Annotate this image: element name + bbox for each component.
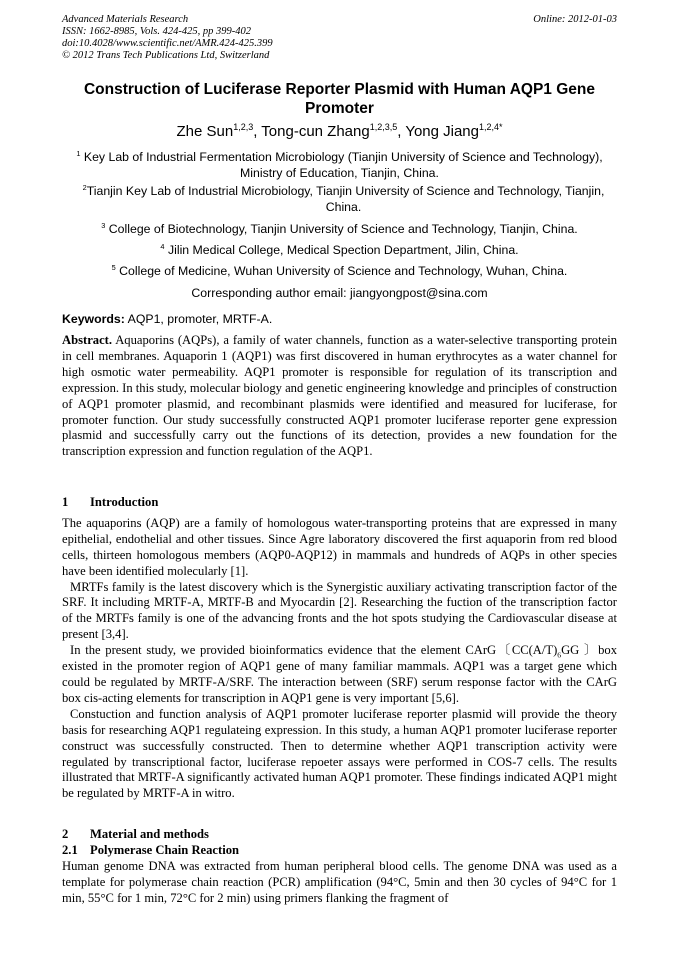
paragraph: Constuction and function analysis of AQP1 promoter luciferase reporter plasmid will provide the theory basis for researching AQP1 regulateing expression. In this study, a human AQP1 promoter luciferase reporter construct was successfully constructed. Then to determine whether AQP1 transcription activity were regulated by transcriptional factor, luciferase repoeter assays were performed in COS-7 cells. The results illustrated that MRTF-A significantly activated human AQP1 promoter. These findings indicated AQP1 might be regulated by MRTF-A in witro. <box>62 706 617 801</box>
abstract <box>62 333 617 460</box>
section-title: Introduction <box>90 495 159 509</box>
subsection-heading <box>62 843 617 859</box>
paragraph: MRTFs family is the latest discovery which is the Synergistic auxiliary activating transcription factor of the SRF. It including MRTF-A, MRTF-B and Myocardin [2]. Researching the fuction of the transcription factor of the MRTFs family is one of the advancing fronts and the hot spots studying the Cardiovascular disease at present [3,4]. <box>62 579 617 642</box>
affiliation <box>62 263 617 279</box>
paragraph: The aquaporins (AQP) are a family of homologous water-transporting proteins that are expressed in many epithelial, endothelial and other tissues. Since Agre laboratory discovered the first aquaporin from red blood cells, thirteen homologous members (AQP0-AQP12) in mammals and hundreds of AQPs in other species have been identified molecularly [1]. <box>62 515 617 578</box>
subscript: 6 <box>557 650 562 660</box>
separator: , <box>253 123 262 140</box>
copyright: © 2012 Trans Tech Publications Ltd, Switzerland <box>62 50 270 61</box>
text: GG 〕box existed in the promoter region of AQP1 gene of many familiar mammals. AQP1 was a target gene which could be regulated by MRTF-A/SRF. The interaction between (SRF) serum response factor with the CArG box cis-acting elements for transcription in AQP1 gene is very important [5,6]. <box>62 643 618 705</box>
section-heading <box>62 495 617 511</box>
affil-text: Tianjin Key Lab of Industrial Microbiology, Tianjin University of Science and Technology, Tianjin, China. <box>86 184 605 214</box>
journal-name: Advanced Materials Research <box>62 14 189 25</box>
author-affil: 1,2,3 <box>233 122 254 132</box>
author-name: Tong-cun Zhang <box>261 123 370 140</box>
abstract-label: Abstract. <box>62 333 113 347</box>
author-list <box>62 123 617 140</box>
affil-number: 1 <box>76 148 81 158</box>
text: In the present study, we provided bioinformatics evidence that the element CArG〔CC(A/T) <box>70 643 558 658</box>
abstract-text: Aquaporins (AQPs), a family of water channels, function as a water-selective transporting protein in cell membranes. Aquaporin 1 (AQP1) was first discovered in human erythrocytes as a water channel for high osmotic water permeability. AQP1 promoter is responsible for regulation of its transcription and expression. In this study, molecular biology and genetic engineering knowledge and principles of construction of AQP1 promoter plasmid, and recombinant plasmids were identified and measured for luciferase, for promoter function. Our study successfully constructed AQP1 promoter luciferase reporter gene expression plasmid and successfully carry out the functions of its detection, provides a new foundation for the transcription expression and function regulation of the AQP1. <box>62 333 617 459</box>
online-date: Online: 2012-01-03 <box>533 14 617 25</box>
section-introduction <box>62 495 617 802</box>
section-number: 2 <box>62 827 69 841</box>
keywords-label: Keywords: <box>62 312 125 326</box>
paragraph <box>62 643 617 707</box>
affil-number: 5 <box>111 262 116 272</box>
section-heading <box>62 827 617 843</box>
section-methods <box>62 827 617 907</box>
doi: doi:10.4028/www.scientific.net/AMR.424-425.399 <box>62 38 273 49</box>
affiliation <box>66 183 621 215</box>
affil-text: Key Lab of Industrial Fermentation Microbiology (Tianjin University of Science and Technology), Ministry of Education, Tianjin, China. <box>83 150 603 180</box>
affil-text: College of Medicine, Wuhan University of Science and Technology, Wuhan, China. <box>119 264 568 278</box>
paragraph: Human genome DNA was extracted from human peripheral blood cells. The genome DNA was used as a template for polymerase chain reaction (PCR) amplification (94°C, 5min and then 30 cycles of 94°C for 1 min, 55°C for 1 min, 72°C for 2 min) using primers flanking the fragment of <box>62 858 617 905</box>
affil-number: 3 <box>101 220 106 230</box>
section-number: 1 <box>62 495 69 509</box>
keywords-text: AQP1, promoter, MRTF-A. <box>124 312 273 326</box>
affiliation <box>62 149 617 181</box>
subsection-number: 2.1 <box>62 842 78 857</box>
subsection-title: Polymerase Chain Reaction <box>90 842 240 857</box>
journal-header <box>62 14 617 62</box>
affiliation <box>62 221 617 237</box>
author-affil: 1,2,4* <box>479 122 503 132</box>
affil-text: College of Biotechnology, Tianjin University of Science and Technology, Tianjin, China. <box>108 222 578 236</box>
issn: ISSN: 1662-8985, Vols. 424-425, pp 399-402 <box>62 26 251 37</box>
keywords <box>62 312 617 328</box>
author-name: Zhe Sun <box>176 123 234 140</box>
author-name: Yong Jiang <box>405 123 479 140</box>
section-title: Material and methods <box>90 827 209 841</box>
affil-number: 4 <box>160 241 165 251</box>
affiliation <box>62 242 617 258</box>
author-affil: 1,2,3,5 <box>369 122 398 132</box>
affil-number: 2 <box>82 182 87 192</box>
paper-title: Construction of Luciferase Reporter Plasmid with Human AQP1 Gene Promoter <box>83 81 595 117</box>
affil-text: Jilin Medical College, Medical Spection Department, Jilin, China. <box>167 243 519 257</box>
separator: , <box>397 123 406 140</box>
corresponding-email: Corresponding author email: jiangyongpost@sina.com <box>191 286 488 300</box>
